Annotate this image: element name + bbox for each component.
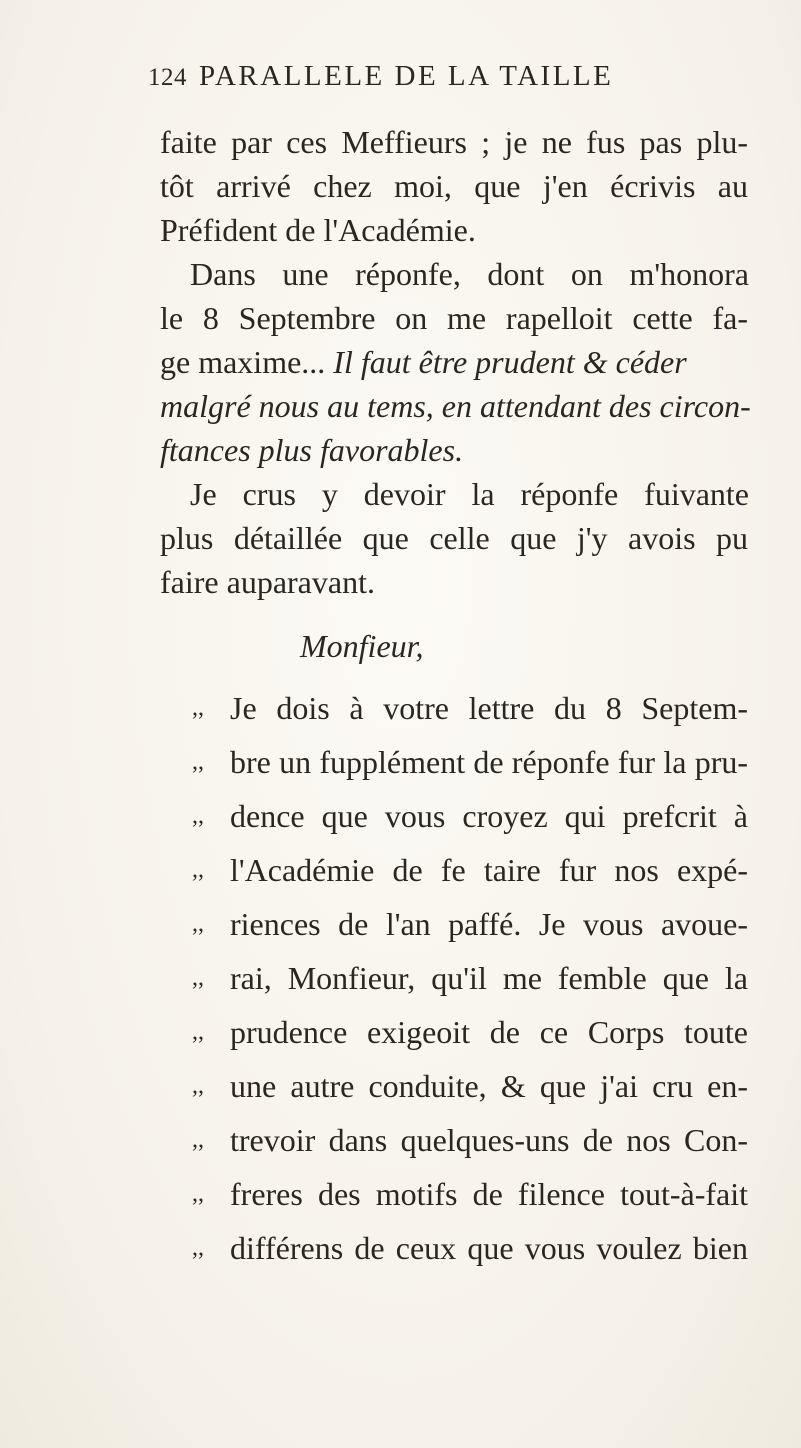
running-header [148, 60, 708, 93]
quote-line: ,, prudence exigeoit de ce Corps toute [192, 1014, 748, 1050]
quote-mark: ,, [192, 857, 204, 883]
text-line: ftances plus favorables. [160, 432, 464, 468]
quote-mark: ,, [192, 911, 204, 937]
quote-mark: ,, [192, 1073, 204, 1099]
quote-mark: ,, [192, 1235, 204, 1261]
quote-mark: ,, [192, 803, 204, 829]
text-line: ge maxime... Il faut être prudent & céder [160, 344, 687, 380]
quote-line: ,, rai, Monfieur, qu'il me femble que la [192, 960, 748, 996]
salutation: Monfieur, [300, 628, 424, 664]
quote-line: ,, dence que vous croyez qui prefcrit à [192, 798, 748, 834]
text-line: Je crus y devoir la réponfe fuivante [190, 476, 749, 512]
quote-line: ,, une autre conduite, & que j'ai cru en- [192, 1068, 748, 1104]
quote-mark: ,, [192, 749, 204, 775]
text-line: tôt arrivé chez moi, que j'en écrivis au [160, 168, 748, 204]
quote-text: différens de ceux que vous voulez bien [230, 1230, 748, 1266]
italic-quote: Il faut être prudent & céder [333, 344, 687, 380]
quote-line: ,, trevoir dans quelques-uns de nos Con- [192, 1122, 748, 1158]
text-line: faite par ces Meffieurs ; je ne fus pas plu- [160, 124, 748, 160]
text-line: le 8 Septembre on me rapelloit cette fa- [160, 300, 748, 336]
text-line: Préfident de l'Académie. [160, 212, 476, 248]
quote-mark: ,, [192, 695, 204, 721]
text-line: malgré nous au tems, en attendant des circon- [160, 388, 751, 424]
quote-mark: ,, [192, 1127, 204, 1153]
text-line: Dans une réponfe, dont on m'honora [190, 256, 749, 292]
quote-line [192, 1232, 748, 1264]
quote-line: ,, riences de l'an paffé. Je vous avoue- [192, 906, 748, 942]
quote-mark: ,, [192, 1181, 204, 1207]
quote-line: ,, freres des motifs de filence tout-à-fait [192, 1176, 748, 1212]
text-line: faire auparavant. [160, 564, 375, 600]
running-title: PARALLELE DE LA TAILLE [199, 60, 614, 92]
quote-line: ,, l'Académie de fe taire fur nos expé- [192, 852, 748, 888]
quote-line: ,, bre un fupplément de réponfe fur la pru- [192, 744, 748, 780]
quote-line: ,, Je dois à votre lettre du 8 Septem- [192, 690, 748, 726]
page-number: 124 [148, 64, 187, 91]
quote-mark: ,, [192, 1019, 204, 1045]
text-line: plus détaillée que celle que j'y avois pu [160, 520, 748, 556]
quote-mark: ,, [192, 965, 204, 991]
